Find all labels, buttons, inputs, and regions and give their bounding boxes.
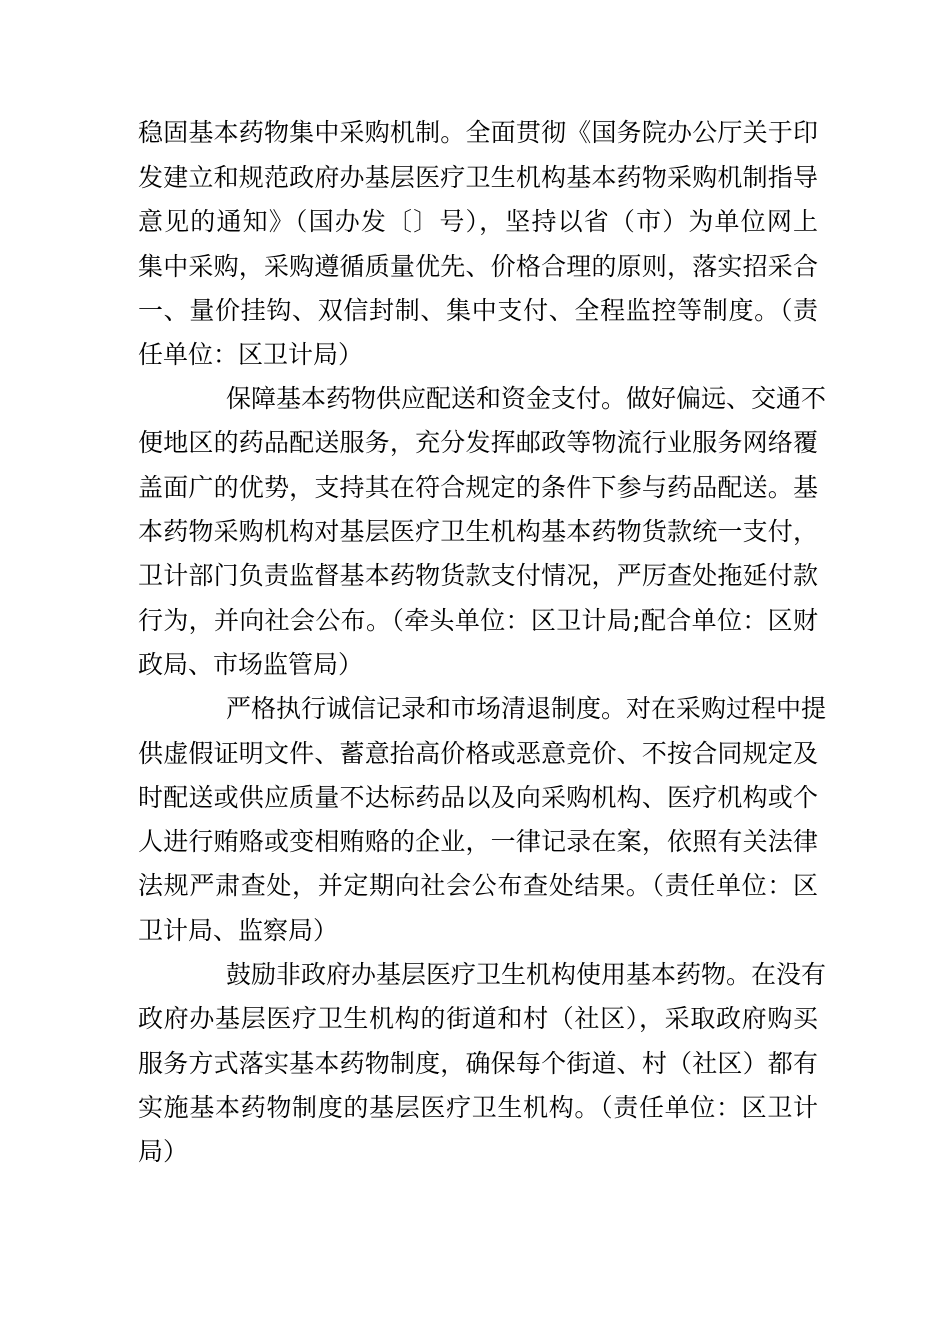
text-line: 实施基本药物制度的基层医疗卫生机构。（责任单位：区卫计	[138, 1093, 818, 1122]
text-line: 政局、市场监管局）	[138, 650, 364, 679]
text-line: 任单位：区卫计局）	[138, 340, 364, 369]
text-line: 本药物采购机构对基层医疗卫生机构基本药物货款统一支付，	[138, 517, 818, 546]
text-line: 一、量价挂钩、双信封制、集中支付、全程监控等制度。（责	[138, 296, 818, 325]
text-line: 行为，并向社会公布。（牵头单位：区卫计局;配合单位：区财	[138, 606, 818, 635]
text-line: 法规严肃查处，并定期向社会公布查处结果。（责任单位：区	[138, 871, 818, 900]
text-line: 严格执行诚信记录和市场清退制度。对在采购过程中提	[226, 694, 827, 723]
text-line: 鼓励非政府办基层医疗卫生机构使用基本药物。在没有	[226, 960, 827, 989]
text-line: 保障基本药物供应配送和资金支付。做好偏远、交通不	[226, 384, 827, 413]
text-line: 供虚假证明文件、蓄意抬高价格或恶意竞价、不按合同规定及	[138, 739, 818, 768]
text-line: 便地区的药品配送服务，充分发挥邮政等物流行业服务网络覆	[138, 428, 818, 457]
text-line: 服务方式落实基本药物制度，确保每个街道、村（社区）都有	[138, 1049, 818, 1078]
text-line: 政府办基层医疗卫生机构的街道和村（社区），采取政府购买	[138, 1004, 818, 1033]
text-line: 意见的通知》（国办发〔〕号），坚持以省（市）为单位网上	[138, 207, 818, 236]
text-line: 时配送或供应质量不达标药品以及向采购机构、医疗机构或个	[138, 783, 818, 812]
text-line: 局）	[138, 1137, 189, 1166]
text-line: 卫计部门负责监督基本药物货款支付情况，严厉查处拖延付款	[138, 561, 818, 590]
text-line: 人进行贿赂或变相贿赂的企业，一律记录在案，依照有关法律	[138, 827, 818, 856]
text-line: 卫计局、监察局）	[138, 916, 339, 945]
text-line: 盖面广的优势，支持其在符合规定的条件下参与药品配送。基	[138, 473, 818, 502]
text-line: 发建立和规范政府办基层医疗卫生机构基本药物采购机制指导	[138, 163, 818, 192]
text-line: 稳固基本药物集中采购机制。全面贯彻《国务院办公厅关于印	[138, 118, 818, 147]
text-line: 集中采购，采购遵循质量优先、价格合理的原则，落实招采合	[138, 252, 818, 281]
